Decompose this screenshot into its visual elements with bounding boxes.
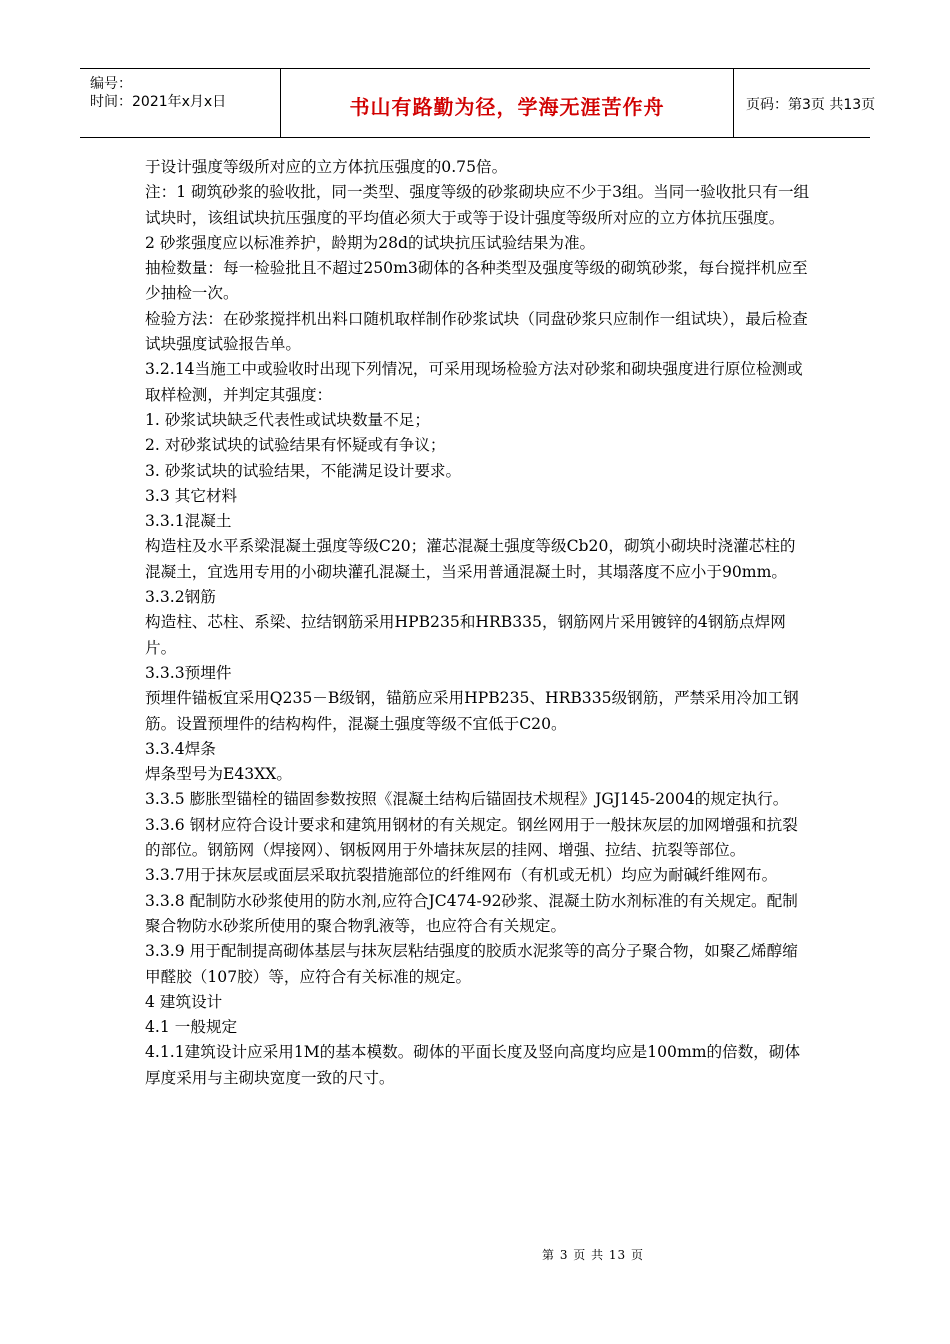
document-time-label: 时间：2021年x月x日 bbox=[90, 94, 227, 110]
paragraph: 检验方法：在砂浆搅拌机出料口随机取样制作砂浆试块（同盘砂浆只应制作一组试块），最后检查试块强度试验报告单。 bbox=[145, 309, 808, 354]
footer-page-number: 第 3 页 共 13 页 bbox=[542, 1248, 644, 1262]
header-motto: 书山有路勤为径，学海无涯苦作舟 bbox=[349, 95, 665, 119]
subsection-heading: 3.3.2钢筋 bbox=[145, 588, 216, 607]
page-header bbox=[80, 68, 876, 138]
paragraph: 2 砂浆强度应以标准养护，龄期为28d的试块抗压试验结果为准。 bbox=[145, 233, 596, 252]
section-heading: 3.3 其它材料 bbox=[145, 486, 238, 505]
header-page-info: 页码：第3页 共13页 bbox=[746, 97, 876, 113]
list-item: 1. 砂浆试块缺乏代表性或试块数量不足； bbox=[145, 410, 430, 429]
paragraph: 预埋件锚板宜采用Q235－B级钢，锚筋应采用HPB235、HRB335级钢筋，严禁采用冷加工钢筋。设置预埋件的结构构件，混凝土强度等级不宜低于C20。 bbox=[145, 689, 799, 733]
document-number-label: 编号： bbox=[90, 76, 132, 92]
paragraph: 构造柱及水平系梁混凝土强度等级C20；灌芯混凝土强度等级Cb20，砌筑小砌块时浇灌芯柱的混凝土，宜选用专用的小砌块灌孔混凝土，当采用普通混凝土时，其塌落度不应小于90mm。 bbox=[145, 537, 796, 581]
subsection-heading: 3.3.4焊条 bbox=[145, 739, 216, 758]
paragraph: 3.3.8 配制防水砂浆使用的防水剂,应符合JC474-92砂浆、混凝土防水剂标准的有关规定。配制聚合物防水砂浆所使用的聚合物乳液等，也应符合有关规定。 bbox=[145, 891, 798, 935]
paragraph: 3.3.6 钢材应符合设计要求和建筑用钢材的有关规定。钢丝网用于一般抹灰层的加网增强和抗裂的部位。钢筋网（焊接网）、钢板网用于外墙抹灰层的挂网、增强、拉结、抗裂等部位。 bbox=[145, 815, 798, 860]
header-page-cell bbox=[734, 69, 876, 137]
paragraph: 构造柱、芯柱、系梁、拉结钢筋采用HPB235和HRB335，钢筋网片采用镀锌的4钢筋点焊网片。 bbox=[145, 613, 786, 657]
paragraph: 于设计强度等级所对应的立方体抗压强度的0.75倍。 bbox=[145, 158, 508, 176]
subsection-heading: 3.3.3预埋件 bbox=[145, 663, 232, 682]
paragraph: 抽检数量：每一检验批且不超过250m3砌体的各种类型及强度等级的砌筑砂浆，每台搅拌机应至少抽检一次。 bbox=[145, 259, 808, 303]
list-item: 3. 砂浆试块的试验结果，不能满足设计要求。 bbox=[145, 461, 462, 480]
page-footer bbox=[0, 1246, 950, 1263]
paragraph: 注：1 砌筑砂浆的验收批，同一类型、强度等级的砂浆砌块应不少于3组。当同一验收批只有一组试块时，该组试块抗压强度的平均值必须大于或等于设计强度等级所对应的立方体抗压强度。 bbox=[145, 183, 810, 227]
document-body bbox=[145, 155, 810, 1091]
paragraph: 3.3.7用于抹灰层或面层采取抗裂措施部位的纤维网布（有机或无机）均应为耐碱纤维网布。 bbox=[145, 866, 778, 885]
section-heading: 4.1 一般规定 bbox=[145, 1018, 238, 1037]
paragraph: 3.3.9 用于配制提高砌体基层与抹灰层粘结强度的胶质水泥浆等的高分子聚合物，如聚乙烯醇缩甲醛胶（107胶）等，应符合有关标准的规定。 bbox=[145, 942, 798, 986]
paragraph: 3.2.14当施工中或验收时出现下列情况，可采用现场检验方法对砂浆和砌块强度进行原位检测或取样检测，并判定其强度： bbox=[145, 360, 803, 404]
header-motto-cell bbox=[281, 69, 734, 137]
list-item: 2. 对砂浆试块的试验结果有怀疑或有争议； bbox=[145, 436, 446, 455]
chapter-heading: 4 建筑设计 bbox=[145, 992, 223, 1011]
header-info-cell bbox=[80, 69, 281, 137]
paragraph: 3.3.5 膨胀型锚栓的锚固参数按照《混凝土结构后锚固技术规程》JGJ145-2004的规定执行。 bbox=[145, 790, 789, 809]
subsection-heading: 3.3.1混凝土 bbox=[145, 512, 232, 531]
paragraph: 4.1.1建筑设计应采用1M的基本模数。砌体的平面长度及竖向高度均应是100mm的倍数，砌体厚度采用与主砌块宽度一致的尺寸。 bbox=[145, 1043, 801, 1087]
paragraph: 焊条型号为E43XX。 bbox=[145, 765, 292, 784]
